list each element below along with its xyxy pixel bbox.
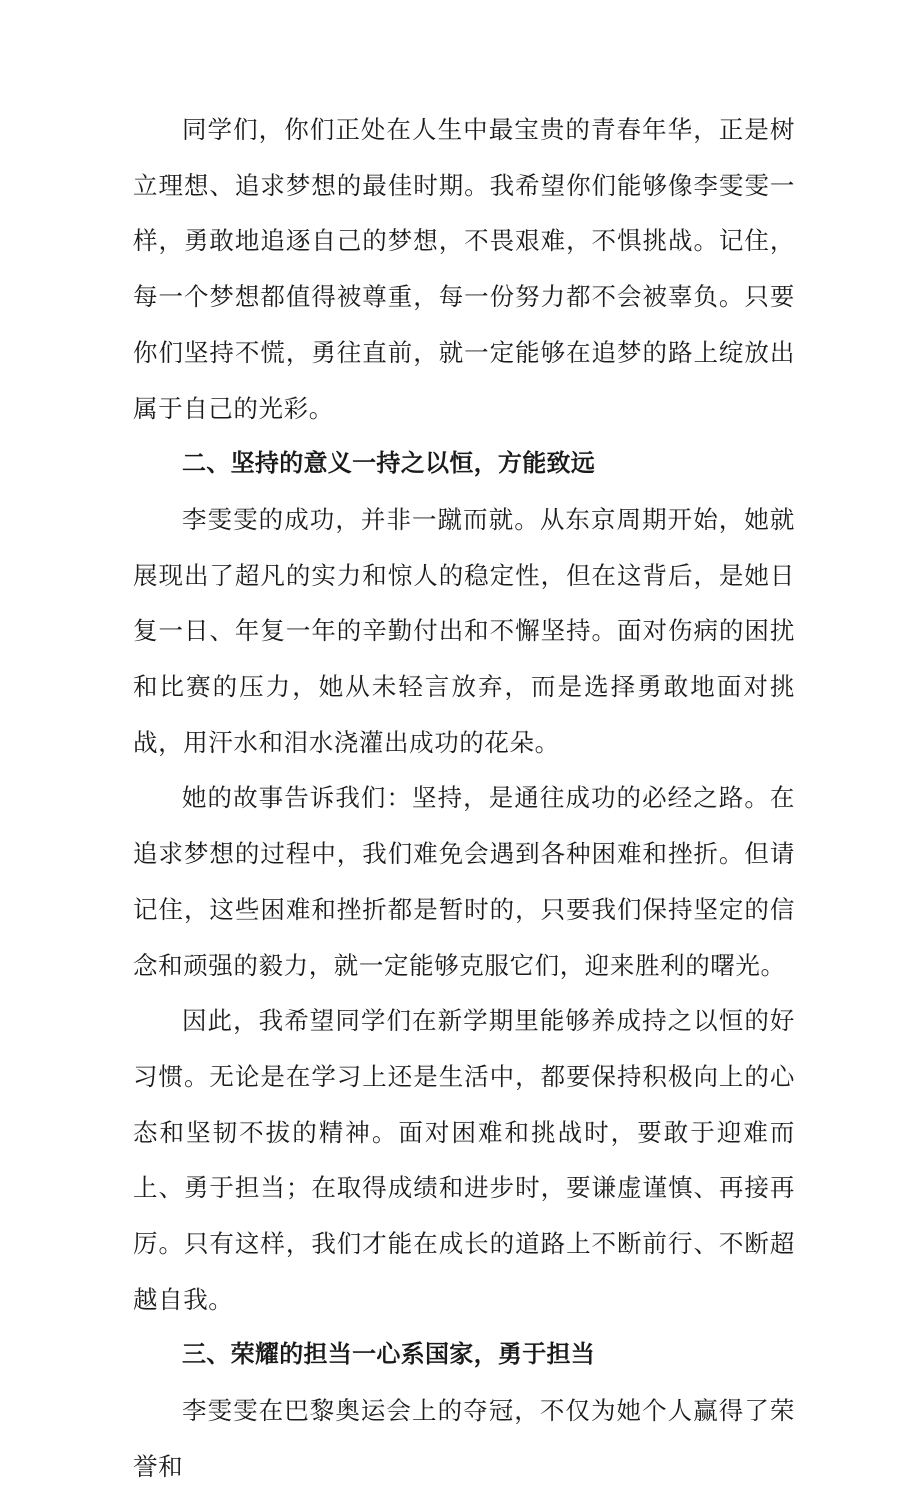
paragraph-paris-olympics: 李雯雯在巴黎奥运会上的夺冠，不仅为她个人赢得了荣誉和 <box>133 1396 795 1481</box>
section-heading-persistence: 二、坚持的意义一持之以恒，方能致远 <box>182 449 596 478</box>
paragraph-lesson: 她的故事告诉我们：坚持，是通往成功的必经之路。在追求梦想的过程中，我们难免会遇到各种困难和挫折。但请记住，这些困难和挫折都是暂时的，只要我们保持坚定的信念和顽强的毅力，就一定能够克服它们，迎来胜利的曙光。 <box>133 783 795 980</box>
paragraph-habits: 因此，我希望同学们在新学期里能够养成持之以恒的好习惯。无论是在学习上还是生活中，都要保持积极向上的心态和坚韧不拔的精神。面对困难和挑战时，要敢于迎难而上、勇于担当；在取得成绩和进步时，要谦虚谨慎、再接再厉。只有这样，我们才能在成长的道路上不断前行、不断超越自我。 <box>133 1006 795 1314</box>
paragraph-dream: 同学们，你们正处在人生中最宝贵的青春年华，正是树立理想、追求梦想的最佳时期。我希望你们能够像李雯雯一样，勇敢地追逐自己的梦想，不畏艰难，不惧挑战。记住，每一个梦想都值得被尊重，每一份努力都不会被辜负。只要你们坚持不慌，勇往直前，就一定能够在追梦的路上绽放出属于自己的光彩。 <box>133 115 795 423</box>
section-heading-honor: 三、荣耀的担当一心系国家，勇于担当 <box>182 1340 596 1369</box>
document-body <box>133 102 795 1495</box>
paragraph-success-story: 李雯雯的成功，并非一蹴而就。从东京周期开始，她就展现出了超凡的实力和惊人的稳定性，但在这背后，是她日复一日、年复一年的辛勤付出和不懈坚持。面对伤病的困扰和比赛的压力，她从未轻言放弃，而是选择勇敢地面对挑战，用汗水和泪水浇灌出成功的花朵。 <box>133 504 795 757</box>
